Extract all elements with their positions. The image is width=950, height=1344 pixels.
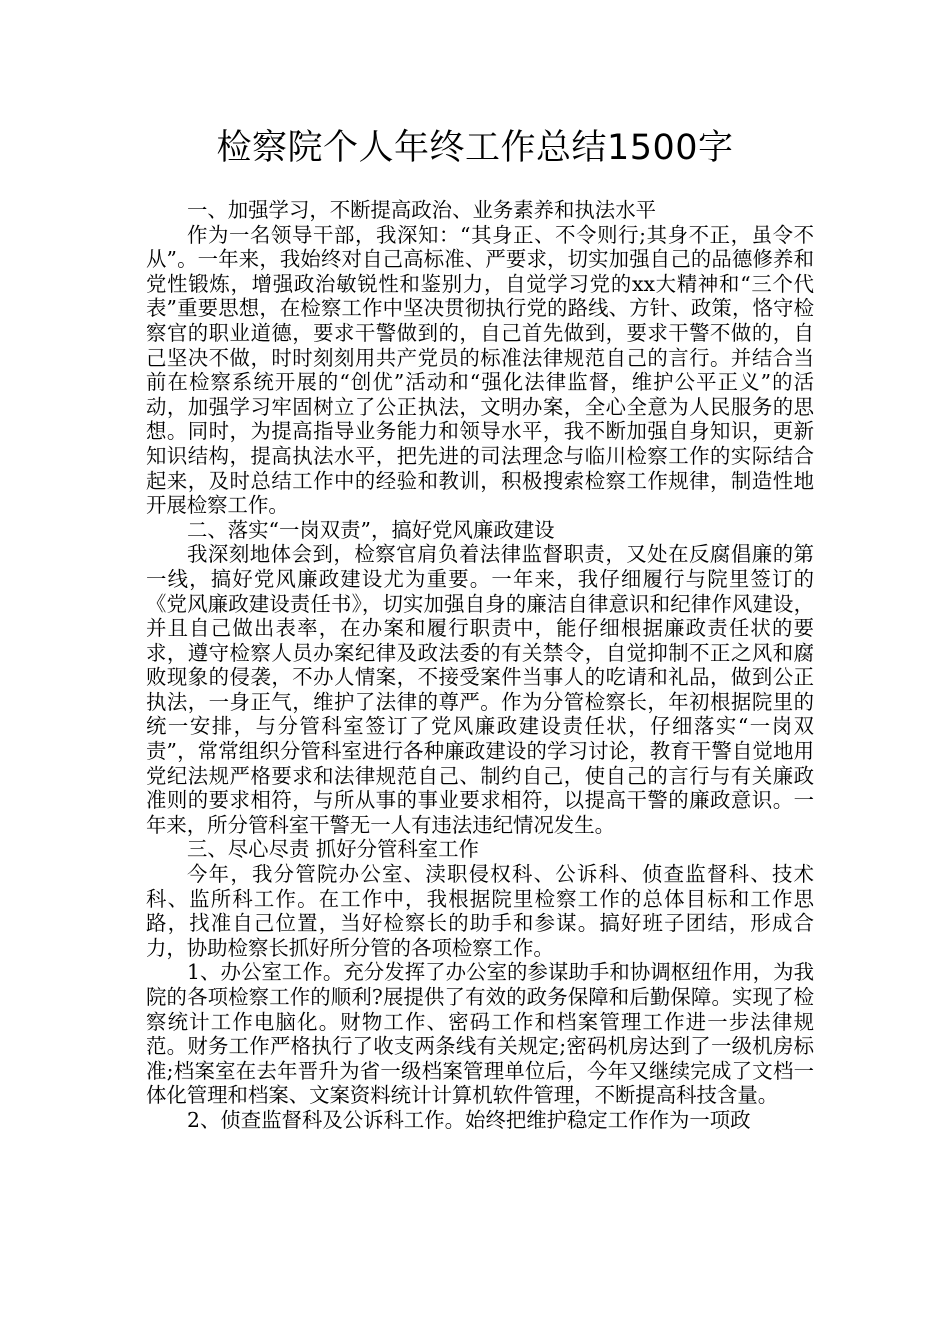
document-body (146, 198, 814, 1133)
paragraph-5: 2、侦查监督科及公诉科工作。始终把维护稳定工作作为一项政 (187, 1107, 751, 1132)
paragraph-1: 作为一名领导干部，我深知：“其身正、不令则行;其身不正，虽令不从”。一年来，我始终对自己高标准、严要求，切实加强自己的品德修养和党性锻炼，增强政治敏锐性和鉴别力，自觉学习党的xx大精神和“三个代表”重要思想，在检察工作中坚决贯彻执行党的路线、方针、政策，恪守检察官的职业道德，要求干警做到的，自己首先做到，要求干警不做的，自己坚决不做，时时刻刻用共产党员的标准法律规范自己的言行。并结合当前在检察系统开展的“创优”活动和“强化法律监督，维护公平正义”的活动，加强学习牢固树立了公正执法，文明办案，全心全意为人民服务的思想。同时，为提高指导业务能力和领导水平，我不断加强自身知识，更新知识结构，提高执法水平，把先进的司法理念与临川检察工作的实际结合起来，及时总结工作中的经验和教训，积极搜索检察工作规律，制造性地开展检察工作。 (146, 222, 814, 518)
paragraph-4: 1、办公室工作。充分发挥了办公室的参谋助手和协调枢纽作用，为我院的各项检察工作的顺利?展提供了有效的政务保障和后勤保障。实现了检察统计工作电脑化。财物工作、密码工作和档案管理工作进一步法律规范。财务工作严格执行了收支两条线有关规定;密码机房达到了一级机房标准;档案室在去年晋升为省一级档案管理单位后，今年又继续完成了文档一体化管理和档案、文案资料统计计算机软件管理，不断提高科技含量。 (146, 960, 814, 1108)
document-title: 检察院个人年终工作总结1500字 (216, 128, 734, 168)
section-heading-1: 一、加强学习，不断提高政治、业务素养和执法水平 (187, 198, 656, 222)
section-heading-3: 三、尽心尽责 抓好分管科室工作 (187, 837, 479, 862)
paragraph-3: 今年，我分管院办公室、渎职侵权科、公诉科、侦查监督科、技术科、监所科工作。在工作中，我根据院里检察工作的总体目标和工作思路，找准自己位置，当好检察长的助手和参谋。搞好班子团结，形成合力，协助检察长抓好所分管的各项检察工作。 (146, 862, 814, 960)
section-heading-2: 二、落实“一岗双责”，搞好党风廉政建设 (187, 517, 555, 542)
paragraph-2: 我深刻地体会到，检察官肩负着法律监督职责，又处在反腐倡廉的第一线，搞好党风廉政建设尤为重要。一年来，我仔细履行与院里签订的《党风廉政建设责任书》，切实加强自身的廉洁自律意识和纪律作风建设，并且自己做出表率，在办案和履行职责中，能仔细根据廉政责任状的要求，遵守检察人员办案纪律及政法委的有关禁令，自觉抑制不正之风和腐败现象的侵袭，不办人情案，不接受案件当事人的吃请和礼品，做到公正执法，一身正气，维护了法律的尊严。作为分管检察长，年初根据院里的统一安排，与分管科室签订了党风廉政建设责任状，仔细落实“一岗双责”，常常组织分管科室进行各种廉政建设的学习讨论，教育干警自觉地用党纪法规严格要求和法律规范自己、制约自己，使自己的言行与有关廉政准则的要求相符，与所从事的事业要求相符，以提高干警的廉政意识。一年来，所分管科室干警无一人有违法违纪情况发生。 (146, 542, 814, 837)
